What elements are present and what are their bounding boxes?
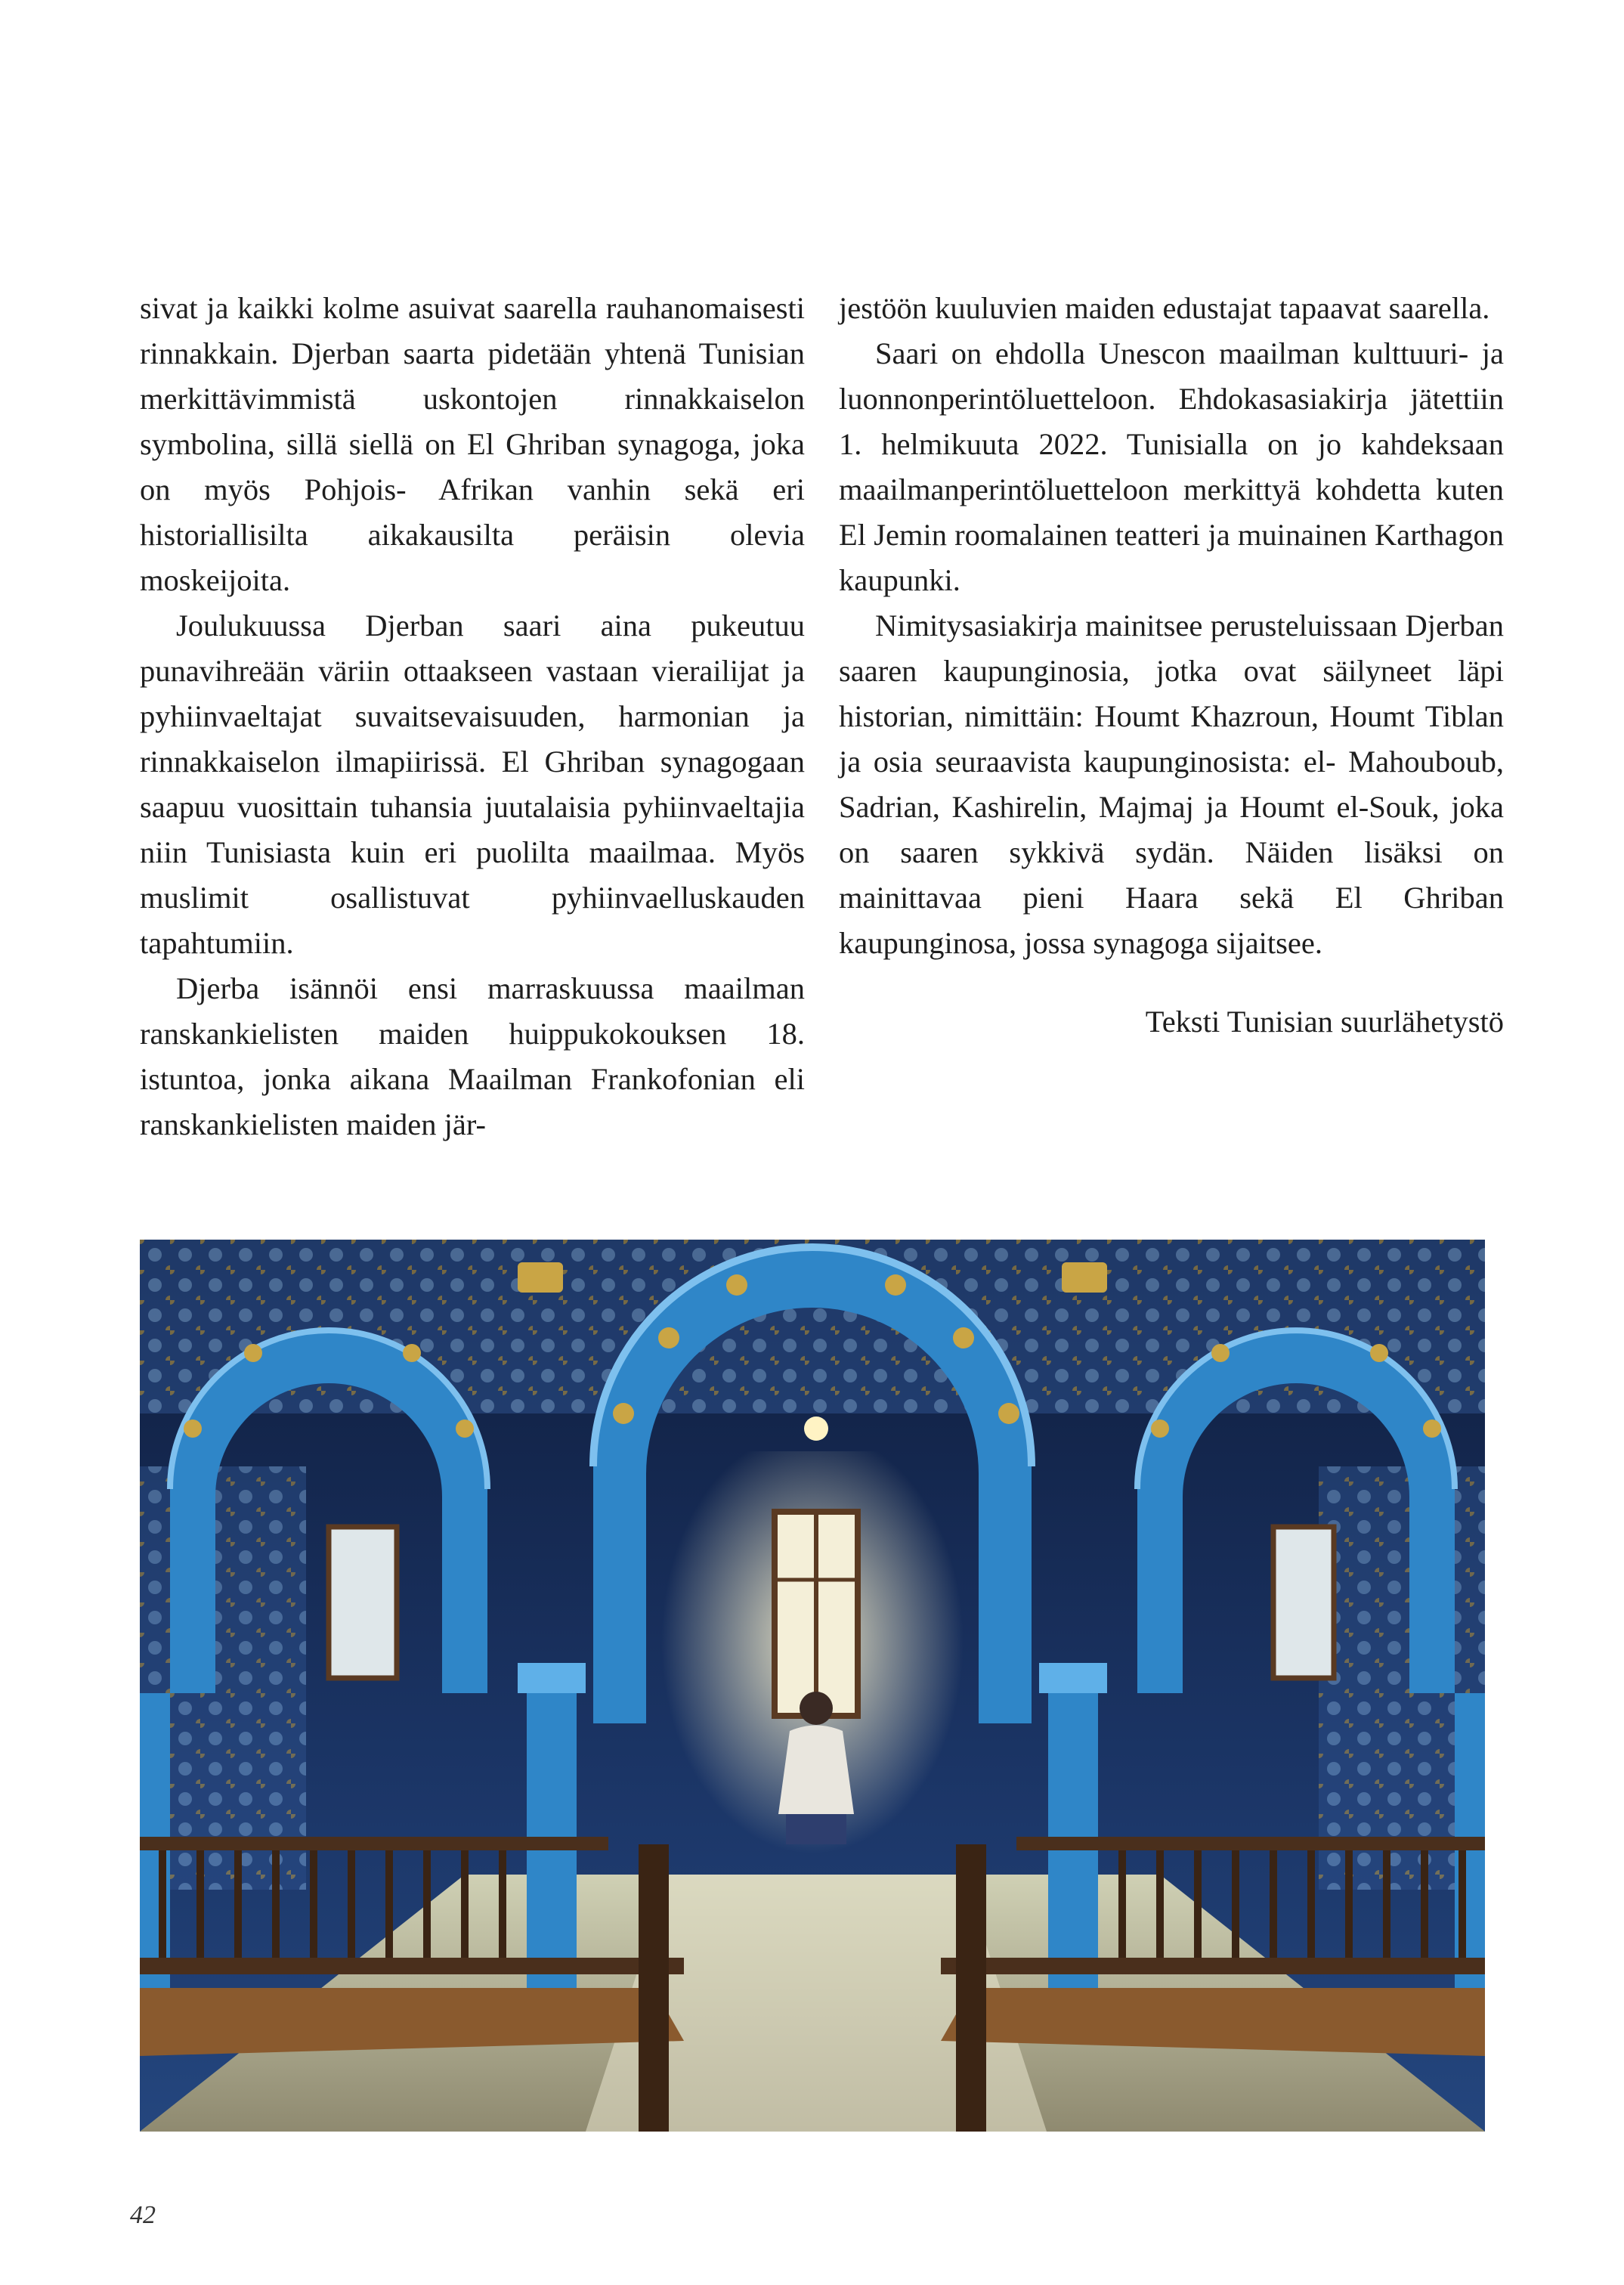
paragraph: sivat ja kaikki kolme asuivat saarella rauhanomaisesti rinnakkain. Djerban saarta pidetään yhtenä Tunisian merkittävimmistä uskontojen rinnakkaiselon symbolina, sillä siellä on El Ghriban synagoga, joka on myös Pohjois- Afrikan vanhin sekä eri historiallisilta aikakausilta peräisin olevia moskeijoita.: [140, 291, 805, 597]
paragraph: Saari on ehdolla Unescon maailman kulttuuri- ja luonnonperintöluetteloon. Ehdokasasiakirja jätettiin 1. helmikuuta 2022. Tunisialla on jo kahdeksaan maailmanperintöluetteloon merkittyä kohdetta kuten El Jemin roomalainen teatteri ja muinainen Karthagon kaupunki.: [839, 336, 1504, 597]
paragraph: Djerba isännöi ensi marraskuussa maailman ranskankielisten maiden huippukokouksen 18. istuntoa, jonka aikana Maailman Frankofonian eli ranskankielisten maiden jär-: [140, 971, 805, 1141]
paragraph: jestöön kuuluvien maiden edustajat tapaavat saarella.: [839, 291, 1490, 325]
text-column-left: [140, 286, 805, 1147]
paragraph: Nimitysasiakirja mainitsee perusteluissaan Djerban saaren kaupunginosia, jotka ovat säilyneet läpi historian, nimittäin: Houmt Khazroun, Houmt Tiblan ja osia seuraavista kaupunginosista: el- Mahouboub, Sadrian, Kashirelin, Majmaj ja Houmt el-Souk, joka on saaren sykkivä sydän. Näiden lisäksi on mainittavaa pieni Haara sekä El Ghriban kaupunginosa, jossa synagoga sijaitsee.: [839, 608, 1504, 960]
synagogue-photo: [140, 1240, 1485, 2132]
text-column-right: [839, 286, 1504, 1045]
author-credit: Teksti Tunisian suurlähetystö: [1145, 1005, 1504, 1039]
page-number: 42: [130, 2201, 156, 2229]
paragraph: Joulukuussa Djerban saari aina pukeutuu punavihreään väriin ottaakseen vastaan vierailijat ja pyhiinvaeltajat suvaitsevaisuuden, harmonian ja rinnakkaiselon ilmapiirissä. El Ghriban synagogaan saapuu vuosittain tuhansia juutalaisia pyhiinvaeltajia niin Tunisiasta kuin eri puolilta maailmaa. Myös muslimit osallistuvat pyhiinvaelluskauden tapahtumiin.: [140, 608, 805, 960]
